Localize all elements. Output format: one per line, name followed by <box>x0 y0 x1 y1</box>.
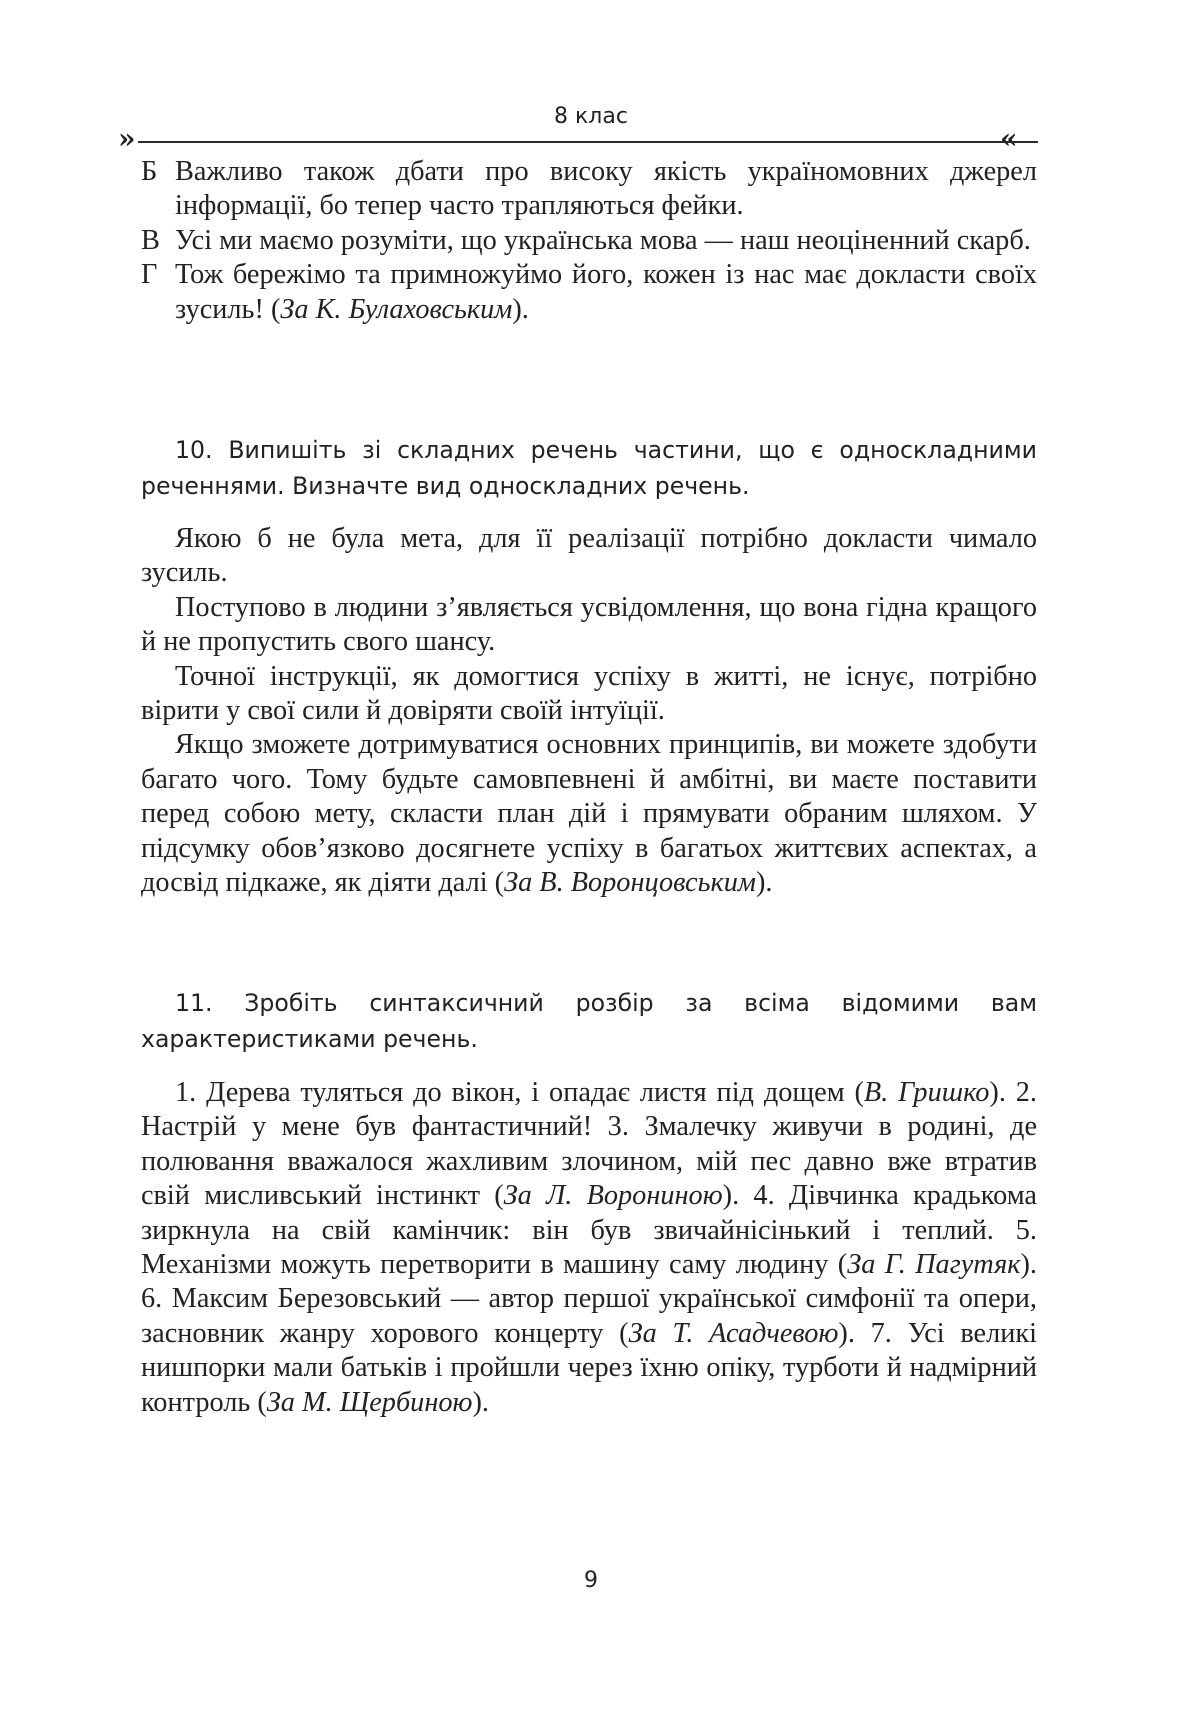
option-b <box>141 155 1037 224</box>
option-v <box>141 224 1037 258</box>
option-letter: Г <box>141 259 158 291</box>
option-letter: В <box>141 224 160 256</box>
option-text: Усі ми маємо розуміти, що українська мова — наш неоціненний скарб. <box>175 224 1031 256</box>
task-10-instruction <box>141 432 1037 504</box>
citation-author: За М. Щербиною <box>266 1386 473 1418</box>
answer-options <box>141 155 1037 327</box>
citation-author: За Г. Пагутяк <box>847 1249 1021 1281</box>
option-g <box>141 258 1037 327</box>
citation-author: За К. Булаховським <box>280 293 513 325</box>
citation-author: В. Гришко <box>863 1077 990 1108</box>
task-10-paragraph: Поступово в людини з’являється усвідомлення, що вона гідна кращого й не пропустить свого шансу. <box>141 591 1037 658</box>
task-10-text: 10. Випишіть зі складних речень частини, що є односкладними реченнями. Визначте вид односкладних речень. <box>141 436 1037 500</box>
task-10-text-body <box>141 522 1037 900</box>
task-11-sentences <box>141 1076 1037 1420</box>
citation-author: За В. Воронцовським <box>504 867 756 899</box>
sentence-text: ). 2. Настрій у мене був фантастичний! 3. Змалечку живучи в родині, де полювання вважалося жахливим злочином, мій пес давно вже втратив свій мисливський інстинкт ( <box>141 1077 1037 1212</box>
option-text: Тож бережімо та примножуймо його, кожен із нас має докласти своїх зусиль! ( <box>175 259 1037 325</box>
option-text: Важливо також дбати про високу якість україномовних джерел інформації, бо тепер часто трапляються фейки. <box>175 156 1037 222</box>
option-letter: Б <box>141 156 158 187</box>
header-left-ornament: » <box>118 122 136 155</box>
sentence-text: ). 7. Усі великі нишпорки мали батьків і пройшли через їхню опіку, турботи й надмірний контроль ( <box>141 1317 1037 1418</box>
citation-author: За Т. Асадчевою <box>628 1317 839 1349</box>
sentence-text: ). 4. Дівчинка крадькома зиркнула на свій камінчик: він був звичайнісінький і теплий. 5. Механізми можуть перетворити в машину саму людину ( <box>141 1180 1037 1281</box>
task-11-paragraph <box>141 1076 1037 1420</box>
task-11-text: 11. Зробіть синтаксичний розбір за всіма відомими вам характеристиками речень. <box>141 989 1037 1053</box>
header-right-ornament: « <box>1000 122 1018 155</box>
page-number: 9 <box>584 1568 598 1593</box>
citation-author: За Л. Ворониною <box>503 1180 723 1212</box>
task-11-instruction <box>141 985 1037 1057</box>
header-rule <box>138 141 1038 143</box>
task-10-paragraph: Точної інструкції, як домогтися успіху в житті, не існує, потрібно вірити у свої сили й довіряти своїй інтуїції. <box>141 660 1037 727</box>
sentence-text: ). <box>472 1386 489 1418</box>
task-10-paragraph-last <box>141 728 1037 900</box>
paragraph-text: Якщо зможете дотримуватися основних принципів, ви можете здобути багато чого. Тому будьте самовпевнені й амбітні, ви маєте поставити перед собою мету, скласти план дій і прямувати обраним шляхом. У підсумку обов’язково досягнете успіху в багатьох життєвих аспектах, а досвід підкаже, як діяти далі ( <box>141 729 1037 899</box>
task-10-paragraph: Якою б не була мета, для її реалізації потрібно докласти чимало зусиль. <box>141 523 1037 589</box>
option-tail: ). <box>512 293 529 325</box>
sentence-text: 1. Дерева туляться до вікон, і опадає листя під дощем ( <box>175 1077 864 1108</box>
paragraph-tail: ). <box>755 867 773 899</box>
running-header: 8 клас <box>554 104 628 129</box>
sentence-text: ). 6. Максим Березовський — автор першої української симфонії та опери, засновник жанру хорового концерту ( <box>141 1249 1037 1349</box>
